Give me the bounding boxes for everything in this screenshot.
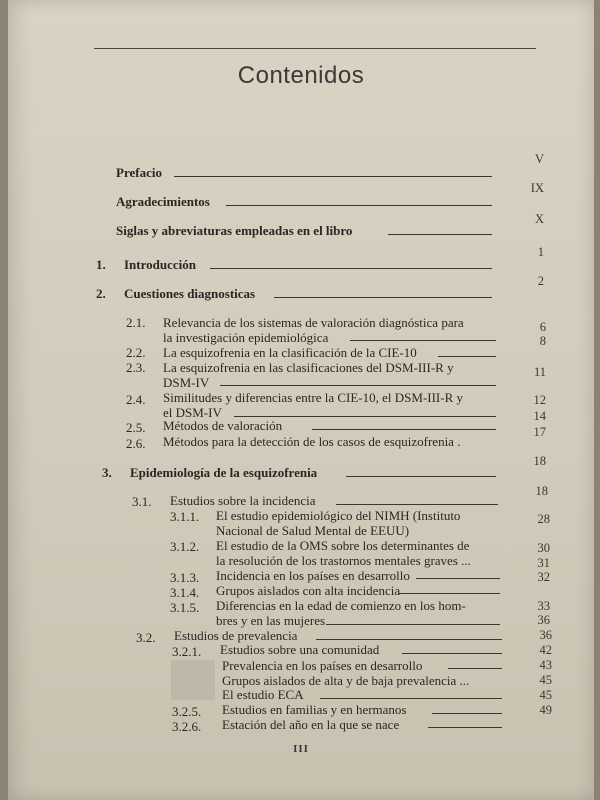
toc-entry-number: 3.1.3.: [170, 570, 200, 585]
toc-page-number: 49: [539, 703, 552, 717]
toc-leader: [388, 234, 492, 235]
toc-entry-text: Relevancia de los sistemas de valoración diagnóstica para: [163, 315, 464, 330]
toc-page-number: 33: [537, 599, 550, 613]
toc-page-number: 8: [539, 334, 546, 348]
toc-entry-text: Métodos de valoración: [163, 418, 283, 433]
toc-entry-number: 3.1.: [132, 494, 152, 509]
toc-page-number: 12: [533, 393, 546, 407]
toc-page-number: 32: [537, 570, 550, 584]
toc-entry-text: Agradecimientos: [116, 194, 210, 209]
toc-page-number: 31: [537, 556, 550, 570]
toc-entry-text: Métodos para la detección de los casos de esquizofrenia .: [163, 434, 461, 449]
top-rule: [94, 48, 536, 49]
toc-entry-text: Prevalencia en los países en desarrollo: [222, 658, 423, 673]
toc-page-number: 11: [533, 365, 546, 379]
toc-page-number: 43: [539, 658, 552, 672]
toc-page-number: 36: [539, 628, 552, 642]
toc-entry-number: 2.: [96, 286, 106, 301]
toc-page-number: 28: [537, 512, 550, 526]
toc-leader: [174, 176, 492, 177]
toc-entry-number: 3.2.1.: [172, 644, 202, 659]
toc-entry-number: 3.1.1.: [170, 509, 200, 524]
toc-leader: [432, 713, 502, 714]
toc-entry-text-continued: DSM-IV: [163, 375, 210, 390]
toc-entry-number: 3.2.: [136, 630, 156, 645]
toc-leader: [402, 653, 502, 654]
toc-page-number: X: [534, 212, 544, 226]
toc-leader: [350, 340, 496, 341]
toc-entry-text-continued: bres y en las mujeres: [216, 613, 326, 628]
toc-entry-number: 2.5.: [126, 420, 146, 435]
toc-entry-number: 2.6.: [126, 436, 146, 451]
toc-page-number: 2: [537, 274, 544, 288]
toc-page-number: 42: [539, 643, 552, 657]
toc-entry-text: Estación del año en la que se nace: [222, 717, 400, 732]
toc-entry-text: Diferencias en la edad de comienzo en los hom-: [216, 598, 466, 613]
toc-entry-text-continued: Nacional de Salud Mental de EEUU): [216, 523, 410, 538]
toc-entry-text: Siglas y abreviaturas empleadas en el libro: [116, 223, 353, 238]
toc-leader: [428, 727, 502, 728]
toc-leader: [316, 639, 502, 640]
toc-page-number: 18: [535, 484, 548, 498]
toc-entry-text: Prefacio: [116, 165, 162, 180]
toc-entry-number: 2.2.: [126, 345, 146, 360]
toc-entry-text-continued: la investigación epidemiológica: [163, 330, 329, 345]
toc-entry-text: Cuestiones diagnosticas: [124, 286, 256, 301]
toc-entry-text-continued: el DSM-IV: [163, 405, 222, 420]
toc-page-number: 18: [533, 454, 546, 468]
toc-leader: [438, 356, 496, 357]
toc-leader: [398, 593, 500, 594]
page-number-footer: III: [293, 743, 309, 755]
toc-leader: [346, 476, 496, 477]
toc-entry-text: Epidemiología de la esquizofrenia: [130, 465, 318, 480]
toc-entry-number: 3.1.4.: [170, 585, 200, 600]
toc-entry-text: Grupos aislados con alta incidencia: [216, 583, 401, 598]
toc-entry-text: Grupos aislados de alta y de baja prevalencia ...: [222, 673, 470, 688]
toc-entry-text: El estudio de la OMS sobre los determinantes de: [216, 538, 470, 553]
toc-entry-text: El estudio epidemiológico del NIMH (Instituto: [216, 508, 461, 523]
toc-entry-text: La esquizofrenia en la clasificación de la CIE-10: [163, 345, 417, 360]
toc-entry-text: Similitudes y diferencias entre la CIE-10, el DSM-III-R y: [163, 390, 464, 405]
toc-leader: [326, 624, 500, 625]
toc-entry-text: Estudios sobre la incidencia: [170, 493, 316, 508]
toc-leader: [220, 385, 496, 386]
toc-entry-number: 3.2.5.: [172, 704, 202, 719]
toc-entry-text: Estudios de prevalencia: [174, 628, 298, 643]
toc-leader: [274, 297, 492, 298]
toc-entry-number: 3.2.6.: [172, 719, 202, 734]
page-title: Contenidos: [237, 62, 365, 89]
toc-page-number: 45: [539, 673, 552, 687]
toc-page-number: 14: [533, 409, 546, 423]
toc-leader: [312, 429, 496, 430]
toc-entry-text: Estudios sobre una comunidad: [220, 642, 380, 657]
toc-leader: [234, 416, 496, 417]
toc-entry-number: 2.3.: [126, 360, 146, 375]
toc-page-number: 17: [533, 425, 546, 439]
toc-leader: [226, 205, 492, 206]
toc-page-number: V: [534, 152, 544, 166]
toc-page-number: 36: [537, 613, 550, 627]
toc-entry-number: 3.: [102, 465, 112, 480]
toc-entry-text: La esquizofrenia en las clasificaciones del DSM-III-R y: [163, 360, 454, 375]
toc-page-number: 45: [539, 688, 552, 702]
toc-entry-number: 2.1.: [126, 315, 146, 330]
toc-entry-number: 3.1.5.: [170, 600, 200, 615]
toc-leader: [320, 698, 502, 699]
toc-entry-text: Incidencia en los países en desarrollo: [216, 568, 410, 583]
toc-entry-number: 3.1.2.: [170, 539, 200, 554]
toc-leader: [448, 668, 502, 669]
masked-region: [171, 660, 215, 700]
toc-leader: [336, 504, 498, 505]
toc-entry-number: 2.4.: [126, 392, 146, 407]
toc-entry-text: Introducción: [124, 257, 196, 272]
toc-leader: [210, 268, 492, 269]
toc-entry-text: El estudio ECA: [222, 687, 304, 702]
toc-entry-number: 1.: [96, 257, 106, 272]
toc-page-number: 6: [539, 320, 546, 334]
toc-entry-text: Estudios en familias y en hermanos: [222, 702, 407, 717]
toc-leader: [416, 578, 500, 579]
toc-page-number: 1: [537, 245, 544, 259]
book-page: [8, 0, 594, 800]
toc-entry-text-continued: la resolución de los trastornos mentales graves ...: [216, 553, 471, 568]
toc-page-number: IX: [530, 181, 544, 195]
toc-page-number: 30: [537, 541, 550, 555]
